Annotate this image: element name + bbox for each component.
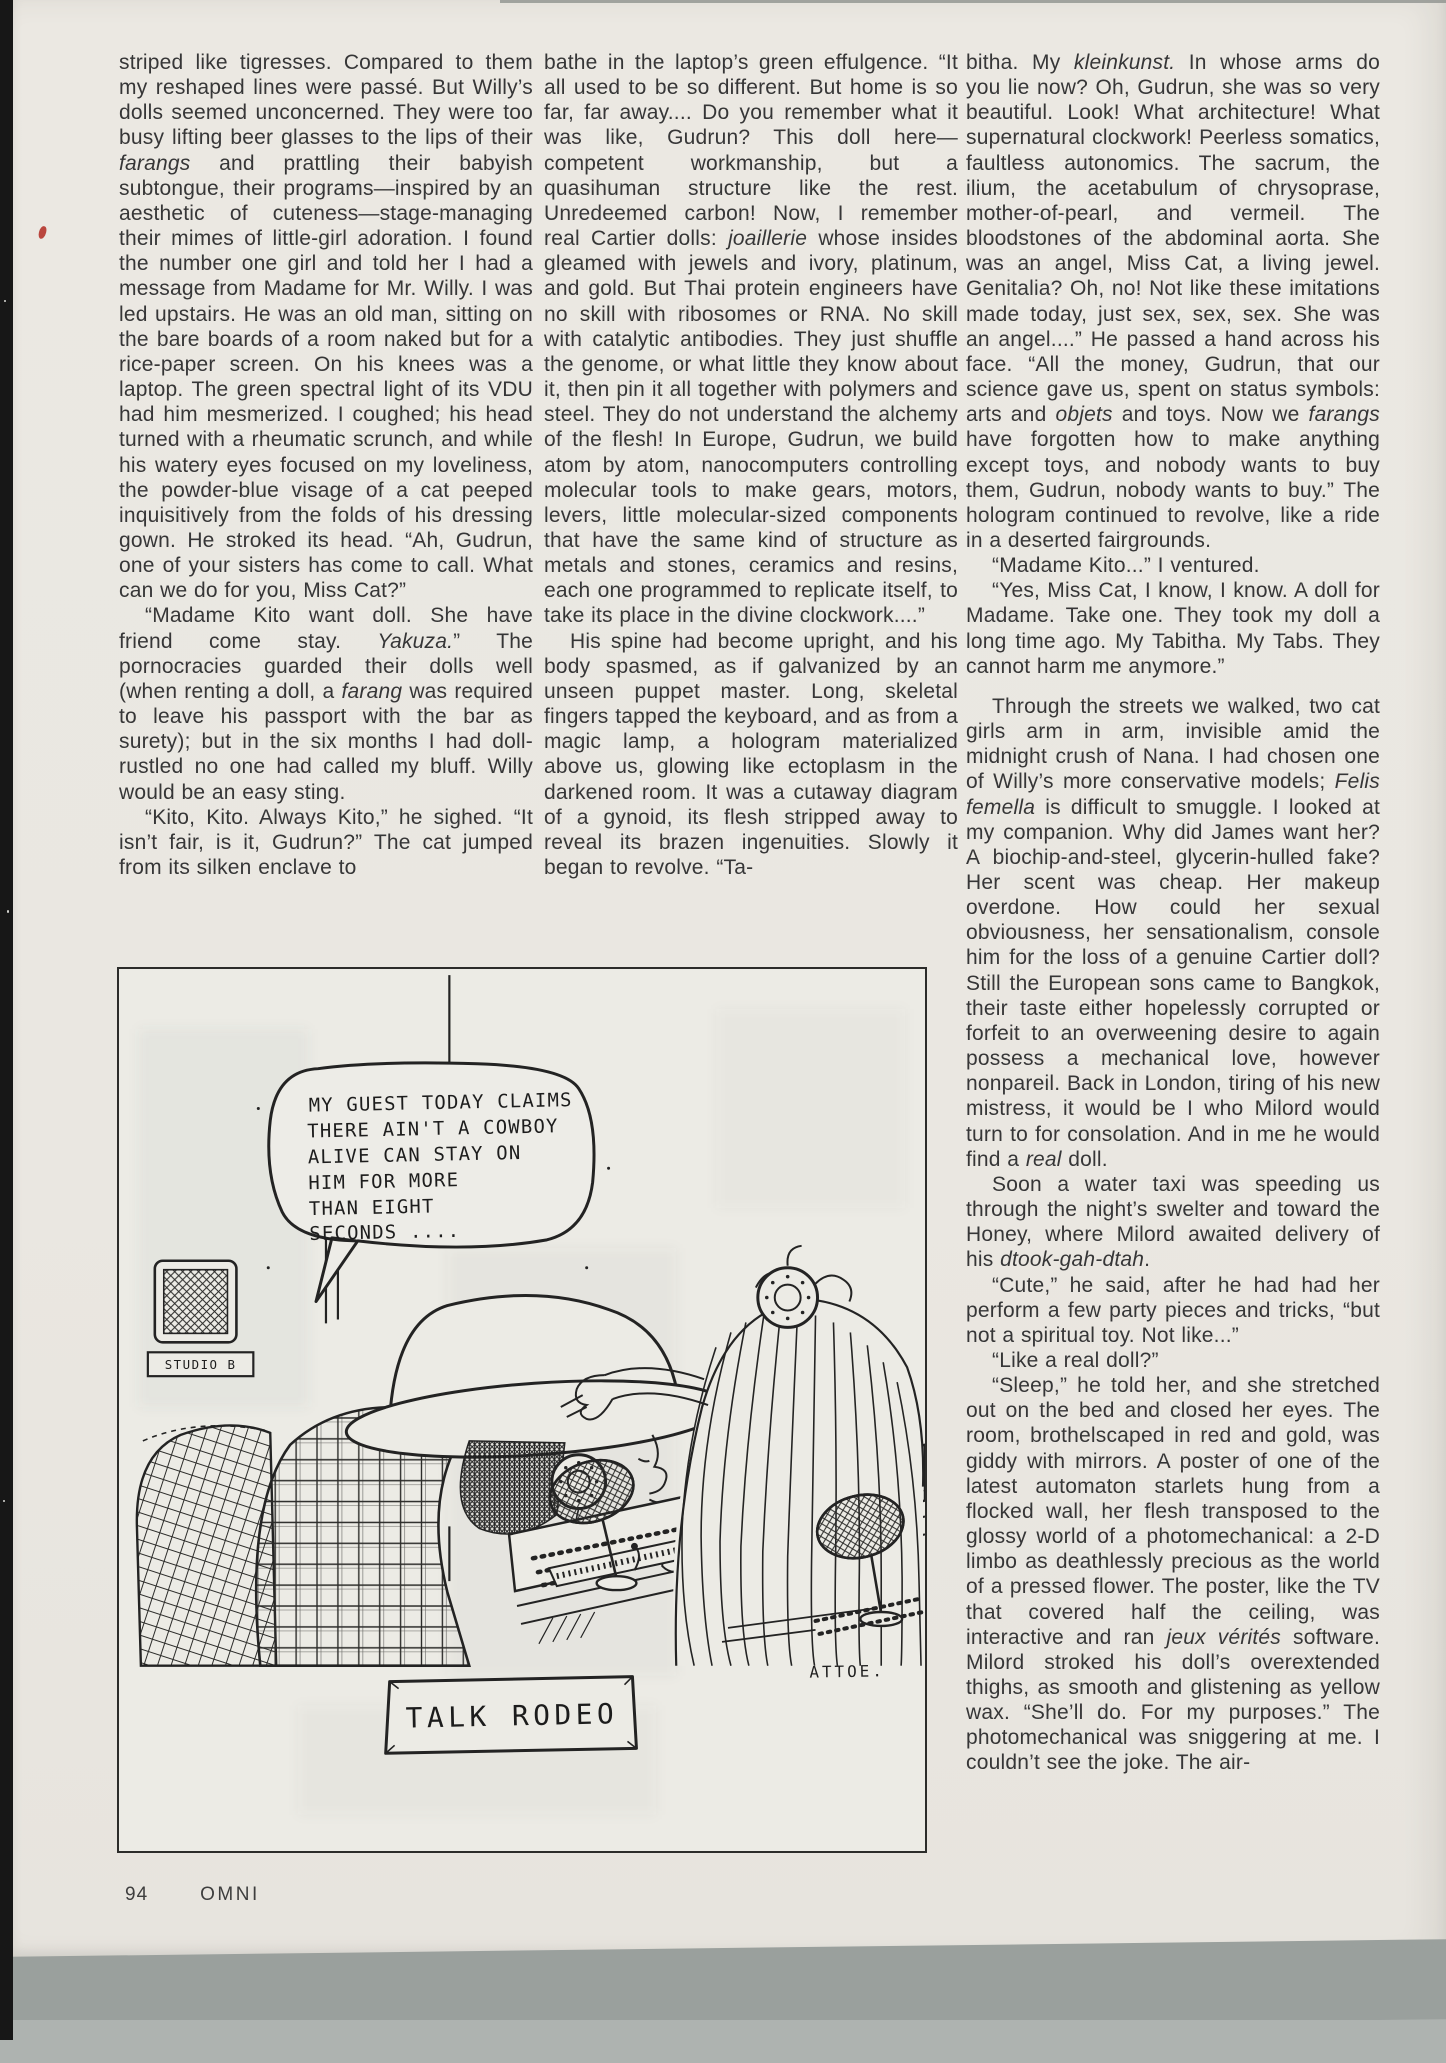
magazine-name: OMNI bbox=[200, 1884, 260, 1905]
article-column-3 bbox=[966, 50, 1380, 1880]
svg-text:ALIVE CAN STAY ON: ALIVE CAN STAY ON bbox=[307, 1141, 522, 1169]
page-surface bbox=[13, 0, 1446, 1958]
paragraph: Through the streets we walked, two cat girls arm in arm, invisible amid the midnight crush of Nana. I had chosen one of Willy’s more conservative models; Felis femella is difficult to smuggle. I looked at my companion. Why did James want her? A biochip-and-steel, glycerin-hulled fake? Her scent was cheap. Her makeup overdone. How could her sexual obviousness, her sensationalism, console him for the loss of a genuine Cartier doll? Still the European sons came to Bangkok, their taste either hopelessly corrupted or forfeit to an overweening desire to again possess a mechanical love, however nonpareil. Back in London, tiring of his new mistress, it would be I who Milord would turn to for consolation. And in me he would find a real doll. bbox=[966, 694, 1380, 1171]
scanner-bed-band-light bbox=[0, 2020, 1446, 2063]
svg-text:THERE AIN'T A COWBOY: THERE AIN'T A COWBOY bbox=[307, 1115, 559, 1143]
scan-artifact-red-speck bbox=[38, 225, 48, 239]
talk-rodeo-sign bbox=[386, 1677, 637, 1754]
paragraph: striped like tigresses. Compared to them my reshaped lines were passé. But Willy’s dolls seemed unconcerned. They were too busy lifting beer glasses to the lips of their farangs and prattling their babyish subtongue, their programs—inspired by an aesthetic of cuteness—stage-managing their mimes of little-girl adoration. I found the number one girl and told her I had a message from Madame for Mr. Willy. I was led upstairs. He was an old man, sitting on the bare boards of a room naked but for a rice-paper screen. On his knees was a laptop. The green spectral light of its VDU had him mesmerized. I coughed; his head turned with a rheumatic scrunch, and while his watery eyes focused on my loveliness, the powder-blue visage of a cat peeped inquisitively from the folds of his dressing gown. He stroked its head. “Ah, Gudrun, one of your sisters has come to call. What can we do for you, Miss Cat?” bbox=[119, 51, 533, 603]
article-column-1 bbox=[119, 50, 533, 942]
studio-sign-label: STUDIO B bbox=[164, 1357, 237, 1373]
paragraph: “Cute,” he said, after he had had her perform a few party pieces and tricks, “but not a spiritual toy. Not like...” bbox=[966, 1273, 1380, 1347]
chair-back bbox=[137, 1425, 276, 1665]
page-footer bbox=[125, 1884, 260, 1906]
cartoon-panel bbox=[117, 967, 927, 1853]
cowboy-hair bbox=[460, 1441, 564, 1534]
paragraph: “Yes, Miss Cat, I know, I know. A doll for Madame. Take one. They took my doll a long time ago. My Tabitha. My Tabs. They cannot harm me anymore.” bbox=[966, 579, 1380, 678]
svg-text:MY GUEST TODAY CLAIMS: MY GUEST TODAY CLAIMS bbox=[308, 1089, 573, 1117]
paragraph: bathe in the laptop’s green effulgence. “It all used to be so different. But home is so far, far away.... Do you remember what it was like, Gudrun? This doll here—competent workmanship, but a quasihuman structure like the rest. Unredeemed carbon! Now, I remember real Cartier dolls: joaillerie whose insides gleamed with jewels and ivory, platinum, and gold. But Thai protein engineers have no skill with ribosomes or RNA. No skill with catalytic antibodies. They just shuffle the genome, or what little they know about it, then pin it all together with polymers and steel. They do not understand the alchemy of the flesh! In Europe, Gudrun, we build atom by atom, nanocomputers controlling molecular tools to make gears, motors, levers, little molecular-sized components that have the same kind of structure as metals and stones, ceramics and resins, each one programmed to replicate itself, to take its place in the divine clockwork....” bbox=[544, 51, 958, 628]
scan-edge-left bbox=[0, 0, 13, 2040]
paragraph: Soon a water taxi was speeding us through the night’s swelter and toward the Honey, where Milord awaited delivery of his dtook-gah-dtah. bbox=[966, 1172, 1380, 1272]
cartoon-drawing bbox=[119, 969, 925, 1851]
paragraph: bitha. My kleinkunst. In whose arms do you lie now? Oh, Gudrun, she was so very beautiful. Look! What architecture! What supernatural clockwork! Peerless somatics, faultless autonomics. The sacrum, the ilium, the acetabulum of chrysoprase, mother-of-pearl, and vermeil. The bloodstones of the abdominal aorta. She was an angel, Miss Cat, a living jewel. Genitalia? Oh, no! Not like these imitations made today, just sex, sex, sex. She was an angel....” He passed a hand across his face. “All the money, Gudrun, that our science gave us, spent on status symbols: arts and objets and toys. Now we farangs have forgotten how to make anything except toys, and nobody wants to buy them, Gudrun, nobody wants to buy.” The hologram continued to revolve, like a ride in a deserted fairgrounds. bbox=[966, 51, 1380, 552]
svg-text:SECONDS ....: SECONDS .... bbox=[309, 1219, 461, 1246]
svg-text:THAN EIGHT: THAN EIGHT bbox=[308, 1195, 435, 1221]
scan-edge-top bbox=[500, 0, 1446, 3]
talk-rodeo-label: TALK RODEO bbox=[405, 1697, 619, 1735]
paragraph: “Madame Kito...” I ventured. bbox=[992, 554, 1260, 578]
article-column-2 bbox=[544, 50, 958, 942]
svg-text:ATTOE.: ATTOE. bbox=[809, 1661, 886, 1682]
paragraph: “Sleep,” he told her, and she stretched out on the bed and closed her eyes. The room, brothelscaped in red and gold, was giddy with mirrors. A poster of one of the latest automaton starlets hung from a flocked wall, her flesh transposed to the glossy world of a photomechanical: a 2-D limbo as deathlessly precious as the world of a pressed flower. The poster, like the TV that covered half the ceiling, was interactive and ran jeux vérités software. Milord stroked his doll’s overextended thighs, as smooth and glistening as yellow wax. “She’ll do. For my purposes.” The photomechanical was sniggering at me. I couldn’t see the joke. The air- bbox=[966, 1374, 1380, 1775]
page-number: 94 bbox=[125, 1884, 149, 1905]
studio-speaker bbox=[148, 1261, 253, 1376]
paragraph: “Kito, Kito. Always Kito,” he sighed. “It isn’t fair, is it, Gudrun?” The cat jumped from its silken enclave to bbox=[119, 805, 533, 879]
paragraph: His spine had become upright, and his body spasmed, as if galvanized by an unseen puppet master. Long, skeletal fingers tapped the keyboard, and as from a magic lamp, a hologram materialized above us, glowing like ectoplasm in the darkened room. It was a cutaway diagram of a gynoid, its flesh stripped away to reveal its brazen ingenuities. Slowly it began to revolve. “Ta- bbox=[544, 629, 958, 879]
paragraph: “Like a real doll?” bbox=[992, 1348, 1159, 1372]
paragraph: “Madame Kito want doll. She have friend come stay. Yakuza.” The pornocracies guarded their dolls well (when renting a doll, a farang was required to leave his passport with the bar as surety); but in the six months I had doll-rustled no one had called my bluff. Willy would be an easy sting. bbox=[119, 604, 533, 804]
svg-text:HIM FOR MORE: HIM FOR MORE bbox=[308, 1169, 460, 1195]
